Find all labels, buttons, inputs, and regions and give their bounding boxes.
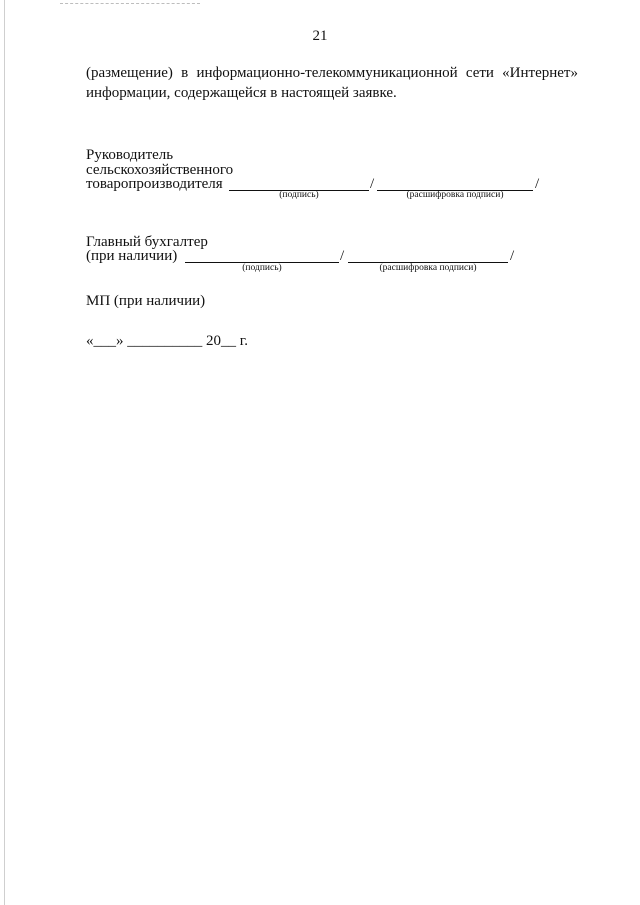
scan-edge-left bbox=[4, 0, 5, 905]
page-number: 21 bbox=[312, 28, 328, 44]
accountant-title-line-2: (при наличии) bbox=[86, 248, 178, 264]
accountant-title-line-1: Главный бухгалтер bbox=[86, 234, 208, 250]
head-title-line-3: товаропроизводителя bbox=[86, 176, 223, 192]
accountant-signature-caption: (подпись) bbox=[242, 263, 282, 273]
intro-line-2: информации, содержащейся в настоящей заявке. bbox=[86, 85, 397, 101]
date-line: «___» __________ 20__ г. bbox=[86, 333, 248, 349]
scan-edge-top bbox=[60, 3, 200, 4]
accountant-slash-1: / bbox=[340, 248, 345, 264]
head-slash-1: / bbox=[370, 176, 375, 192]
head-signature-caption: (подпись) bbox=[279, 190, 319, 200]
accountant-decode-caption: (расшифровка подписи) bbox=[379, 263, 477, 273]
head-title-line-1: Руководитель bbox=[86, 147, 174, 163]
stamp-label: МП (при наличии) bbox=[86, 293, 206, 309]
intro-line-1: (размещение) в информационно-телекоммуникационной сети «Интернет» bbox=[86, 65, 578, 81]
head-slash-2: / bbox=[535, 176, 540, 192]
accountant-slash-2: / bbox=[510, 248, 515, 264]
head-decode-caption: (расшифровка подписи) bbox=[406, 190, 504, 200]
head-title-line-2: сельскохозяйственного bbox=[86, 162, 234, 178]
